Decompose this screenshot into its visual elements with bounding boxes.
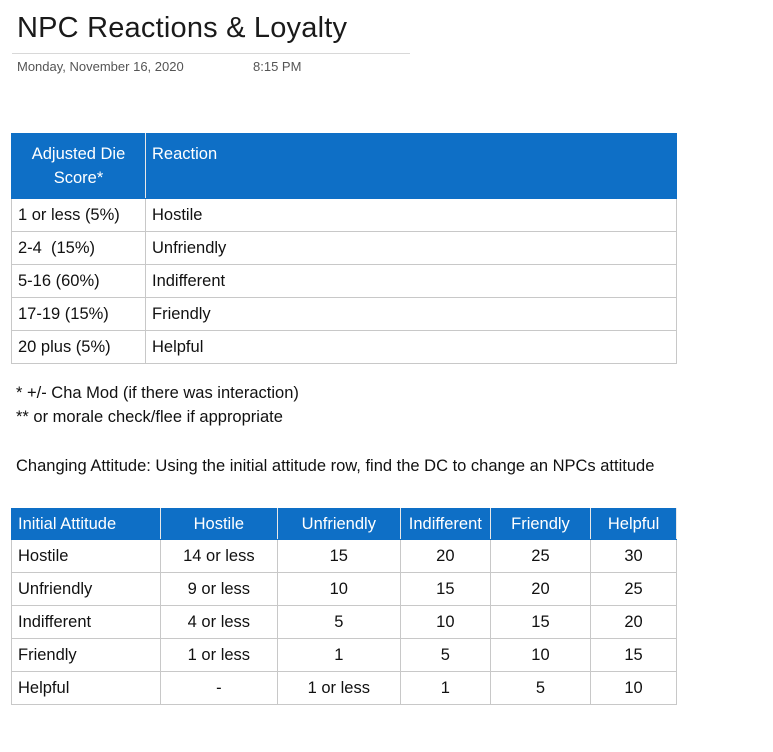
table-cell: Indifferent [12, 606, 161, 639]
table-row [12, 639, 677, 672]
page-date: Monday, November 16, 2020 [17, 59, 184, 74]
table-cell: 15 [400, 573, 490, 606]
table-cell: 10 [277, 573, 400, 606]
reaction-table-header-row [12, 134, 677, 199]
page-time: 8:15 PM [253, 59, 302, 74]
table-cell: 5 [277, 606, 400, 639]
table-cell: 1 or less [160, 639, 277, 672]
table-row [12, 573, 677, 606]
table-cell: Hostile [12, 540, 161, 573]
header-hostile: Hostile [160, 509, 277, 540]
table-cell: Indifferent [146, 265, 677, 298]
page-title: NPC Reactions & Loyalty [17, 12, 348, 44]
table-cell: 15 [277, 540, 400, 573]
table-cell: Unfriendly [146, 232, 677, 265]
table-cell: 14 or less [160, 540, 277, 573]
table-cell: 5-16 (60%) [12, 265, 146, 298]
table-cell: 9 or less [160, 573, 277, 606]
header-initial-attitude: Initial Attitude [12, 509, 161, 540]
table-cell: 10 [490, 639, 590, 672]
table-cell: 10 [400, 606, 490, 639]
table-cell: 5 [400, 639, 490, 672]
table-cell: 30 [591, 540, 677, 573]
table-cell: 1 or less (5%) [12, 199, 146, 232]
table-row [12, 606, 677, 639]
table-cell: 10 [591, 672, 677, 705]
table-row [12, 232, 677, 265]
table-cell: Friendly [12, 639, 161, 672]
table-row [12, 540, 677, 573]
table-cell: 1 or less [277, 672, 400, 705]
header-adjusted-die-score: Adjusted Die Score* [12, 134, 146, 199]
table-cell: 5 [490, 672, 590, 705]
table-cell: Helpful [12, 672, 161, 705]
table-cell: 4 or less [160, 606, 277, 639]
note-cha-mod: * +/- Cha Mod (if there was interaction) [16, 384, 299, 402]
table-cell: 15 [591, 639, 677, 672]
note-changing-attitude: Changing Attitude: Using the initial attitude row, find the DC to change an NPCs attitude [16, 457, 655, 475]
table-cell: 15 [490, 606, 590, 639]
table-cell: - [160, 672, 277, 705]
reaction-table [11, 133, 677, 364]
table-row [12, 672, 677, 705]
header-unfriendly: Unfriendly [277, 509, 400, 540]
table-cell: 20 [400, 540, 490, 573]
table-cell: Hostile [146, 199, 677, 232]
table-cell: 20 [591, 606, 677, 639]
table-row [12, 199, 677, 232]
table-row [12, 265, 677, 298]
attitude-table [11, 508, 677, 705]
table-cell: 20 [490, 573, 590, 606]
table-cell: 25 [490, 540, 590, 573]
table-row [12, 298, 677, 331]
table-cell: Helpful [146, 331, 677, 364]
table-cell: 20 plus (5%) [12, 331, 146, 364]
header-friendly: Friendly [490, 509, 590, 540]
header-reaction: Reaction [146, 134, 677, 199]
table-cell: Friendly [146, 298, 677, 331]
header-indifferent: Indifferent [400, 509, 490, 540]
table-cell: 25 [591, 573, 677, 606]
table-cell: 1 [277, 639, 400, 672]
attitude-table-header-row [12, 509, 677, 540]
title-divider [12, 53, 410, 54]
note-morale: ** or morale check/flee if appropriate [16, 408, 283, 426]
table-cell: 2-4 (15%) [12, 232, 146, 265]
table-cell: 1 [400, 672, 490, 705]
table-row [12, 331, 677, 364]
header-helpful: Helpful [591, 509, 677, 540]
table-cell: Unfriendly [12, 573, 161, 606]
table-cell: 17-19 (15%) [12, 298, 146, 331]
